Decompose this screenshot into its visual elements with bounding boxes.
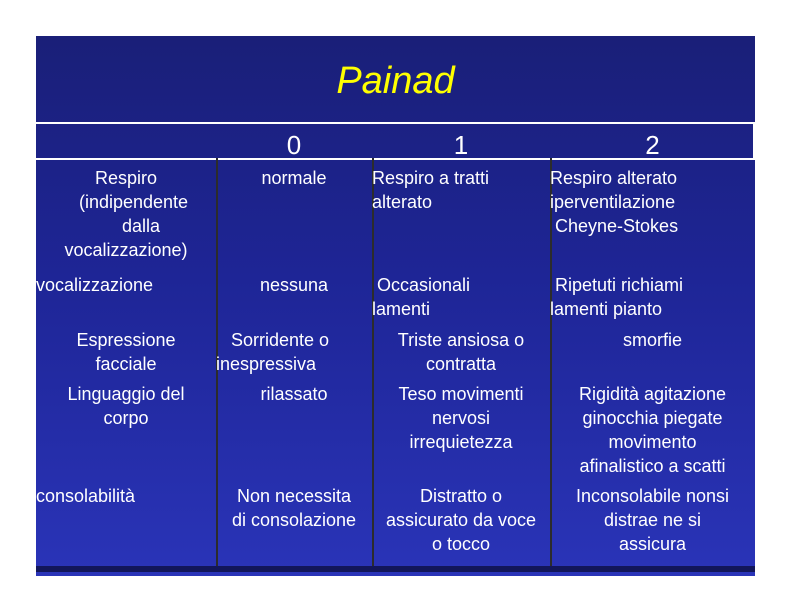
bottom-band bbox=[36, 566, 755, 572]
cell-respiro-1: Respiro a tratti alterato bbox=[372, 168, 490, 212]
cell-respiro-0: normale bbox=[261, 168, 327, 188]
header-score-2: 2 bbox=[645, 130, 660, 160]
row-label-espressione: Espressione facciale bbox=[76, 330, 176, 374]
cell-vocalizzazione-2: Ripetuti richiami lamenti pianto bbox=[550, 275, 684, 319]
header-score-0: 0 bbox=[286, 130, 302, 160]
cell-linguaggio-1: Teso movimenti nervosi irrequietezza bbox=[398, 384, 524, 452]
slide-title: Painad bbox=[336, 60, 455, 102]
row-label-vocalizzazione: vocalizzazione bbox=[36, 275, 154, 295]
row-label-consolabilita: consolabilità bbox=[36, 486, 136, 506]
cell-espressione-2: smorfie bbox=[622, 330, 682, 350]
cell-vocalizzazione-1: Occasionali lamenti bbox=[372, 275, 471, 319]
row-label-linguaggio: Linguaggio del corpo bbox=[67, 384, 185, 428]
cell-consolabilita-0: Non necessita di consolazione bbox=[231, 486, 357, 530]
cell-espressione-0: Sorridente o inespressiva bbox=[216, 330, 330, 374]
header-score-1: 1 bbox=[453, 130, 469, 160]
table-top-border bbox=[36, 122, 755, 124]
cell-consolabilita-1: Distratto o assicurato da voce o tocco bbox=[385, 486, 537, 554]
cell-linguaggio-0: rilassato bbox=[260, 384, 328, 404]
cell-linguaggio-2: Rigidità agitazione ginocchia piegate movimento afinalistico a scatti bbox=[578, 384, 727, 476]
cell-espressione-1: Triste ansiosa o contratta bbox=[397, 330, 525, 374]
cell-vocalizzazione-0: nessuna bbox=[259, 275, 329, 295]
cell-respiro-2: Respiro alterato iperventilazione Cheyne-Stokes bbox=[550, 168, 679, 236]
cell-consolabilita-2: Inconsolabile nonsi distrae ne si assicura bbox=[575, 486, 730, 554]
slide bbox=[36, 36, 755, 576]
row-label-respiro: Respiro (indipendente dalla vocalizzazione) bbox=[64, 168, 189, 260]
